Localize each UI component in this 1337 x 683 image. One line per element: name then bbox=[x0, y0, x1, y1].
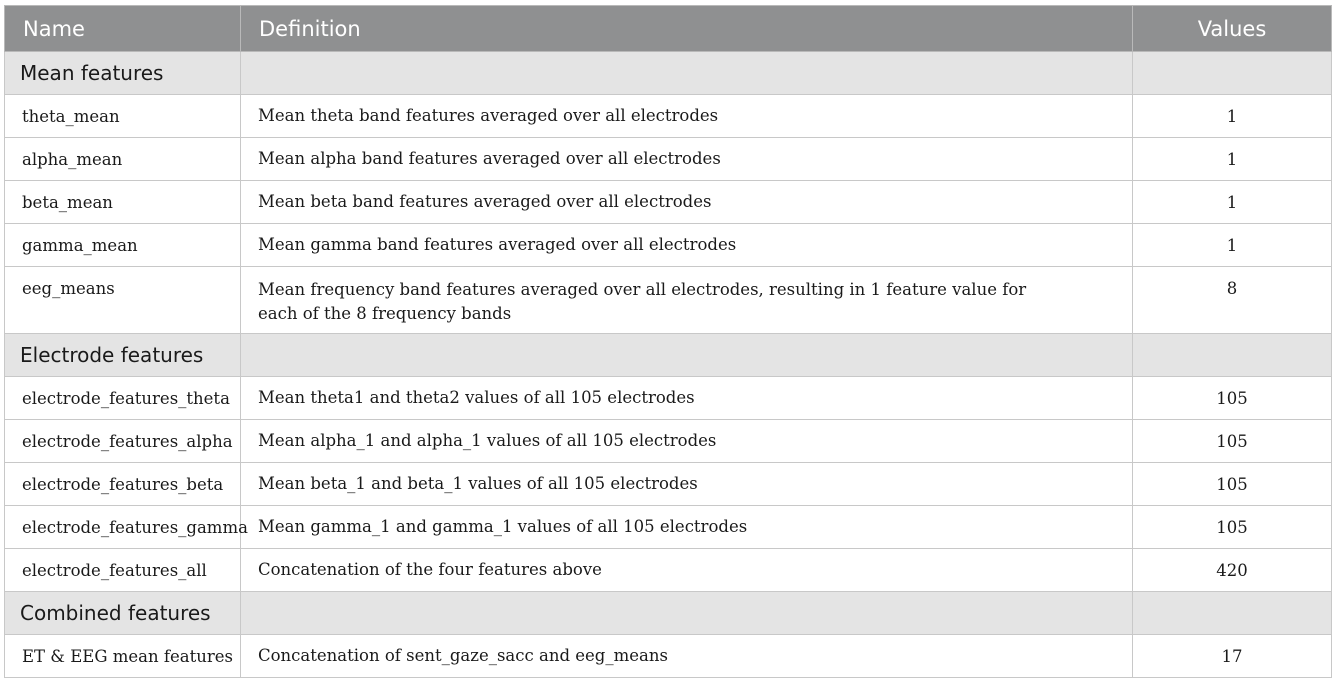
feature-name: beta_mean bbox=[5, 181, 241, 224]
feature-value: 420 bbox=[1133, 549, 1332, 592]
feature-definition: Mean alpha_1 and alpha_1 values of all 105 electrodes bbox=[241, 420, 1133, 463]
table-row bbox=[5, 95, 1332, 138]
feature-definition: Concatenation of the four features above bbox=[241, 549, 1133, 592]
feature-value: 1 bbox=[1133, 224, 1332, 267]
section-title: Mean features bbox=[5, 52, 241, 95]
feature-definition: Mean theta band features averaged over all electrodes bbox=[241, 95, 1133, 138]
section-title: Combined features bbox=[5, 592, 241, 635]
section-empty-cell bbox=[1133, 52, 1332, 95]
feature-definition: Mean alpha band features averaged over all electrodes bbox=[241, 138, 1133, 181]
feature-value: 105 bbox=[1133, 420, 1332, 463]
feature-value: 1 bbox=[1133, 95, 1332, 138]
table-row bbox=[5, 549, 1332, 592]
table-row bbox=[5, 506, 1332, 549]
table-row bbox=[5, 267, 1332, 334]
header-definition: Definition bbox=[241, 6, 1133, 52]
section-empty-cell bbox=[241, 52, 1133, 95]
feature-value: 105 bbox=[1133, 506, 1332, 549]
feature-definition: Mean gamma_1 and gamma_1 values of all 105 electrodes bbox=[241, 506, 1133, 549]
section-row-electrode-features bbox=[5, 334, 1332, 377]
feature-name: electrode_features_theta bbox=[5, 377, 241, 420]
table-row bbox=[5, 138, 1332, 181]
feature-name: electrode_features_alpha bbox=[5, 420, 241, 463]
feature-definition: Mean beta band features averaged over all electrodes bbox=[241, 181, 1133, 224]
feature-name: electrode_features_beta bbox=[5, 463, 241, 506]
feature-definition: Mean frequency band features averaged over all electrodes, resulting in 1 feature value for each of the 8 frequency bands bbox=[241, 267, 1133, 334]
feature-definition: Mean gamma band features averaged over all electrodes bbox=[241, 224, 1133, 267]
feature-table bbox=[4, 5, 1332, 678]
section-row-combined-features bbox=[5, 592, 1332, 635]
section-empty-cell bbox=[241, 592, 1133, 635]
section-row-mean-features bbox=[5, 52, 1332, 95]
feature-name: alpha_mean bbox=[5, 138, 241, 181]
feature-value: 105 bbox=[1133, 463, 1332, 506]
feature-definition: Concatenation of sent_gaze_sacc and eeg_means bbox=[241, 635, 1133, 678]
feature-value: 1 bbox=[1133, 138, 1332, 181]
feature-definition: Mean beta_1 and beta_1 values of all 105 electrodes bbox=[241, 463, 1133, 506]
feature-name: eeg_means bbox=[5, 267, 241, 334]
table-row bbox=[5, 463, 1332, 506]
header-name: Name bbox=[5, 6, 241, 52]
feature-value: 1 bbox=[1133, 181, 1332, 224]
section-title: Electrode features bbox=[5, 334, 241, 377]
table-row bbox=[5, 420, 1332, 463]
feature-name: electrode_features_gamma bbox=[5, 506, 241, 549]
table-row bbox=[5, 181, 1332, 224]
feature-name: electrode_features_all bbox=[5, 549, 241, 592]
feature-value: 105 bbox=[1133, 377, 1332, 420]
table-row bbox=[5, 224, 1332, 267]
table-row bbox=[5, 377, 1332, 420]
feature-name: ET & EEG mean features bbox=[5, 635, 241, 678]
feature-definition: Mean theta1 and theta2 values of all 105 electrodes bbox=[241, 377, 1133, 420]
section-empty-cell bbox=[1133, 334, 1332, 377]
feature-value: 17 bbox=[1133, 635, 1332, 678]
table-row bbox=[5, 635, 1332, 678]
feature-name: theta_mean bbox=[5, 95, 241, 138]
feature-name: gamma_mean bbox=[5, 224, 241, 267]
section-empty-cell bbox=[1133, 592, 1332, 635]
table-header-row bbox=[5, 6, 1332, 52]
header-values: Values bbox=[1133, 6, 1332, 52]
feature-value: 8 bbox=[1133, 267, 1332, 334]
section-empty-cell bbox=[241, 334, 1133, 377]
